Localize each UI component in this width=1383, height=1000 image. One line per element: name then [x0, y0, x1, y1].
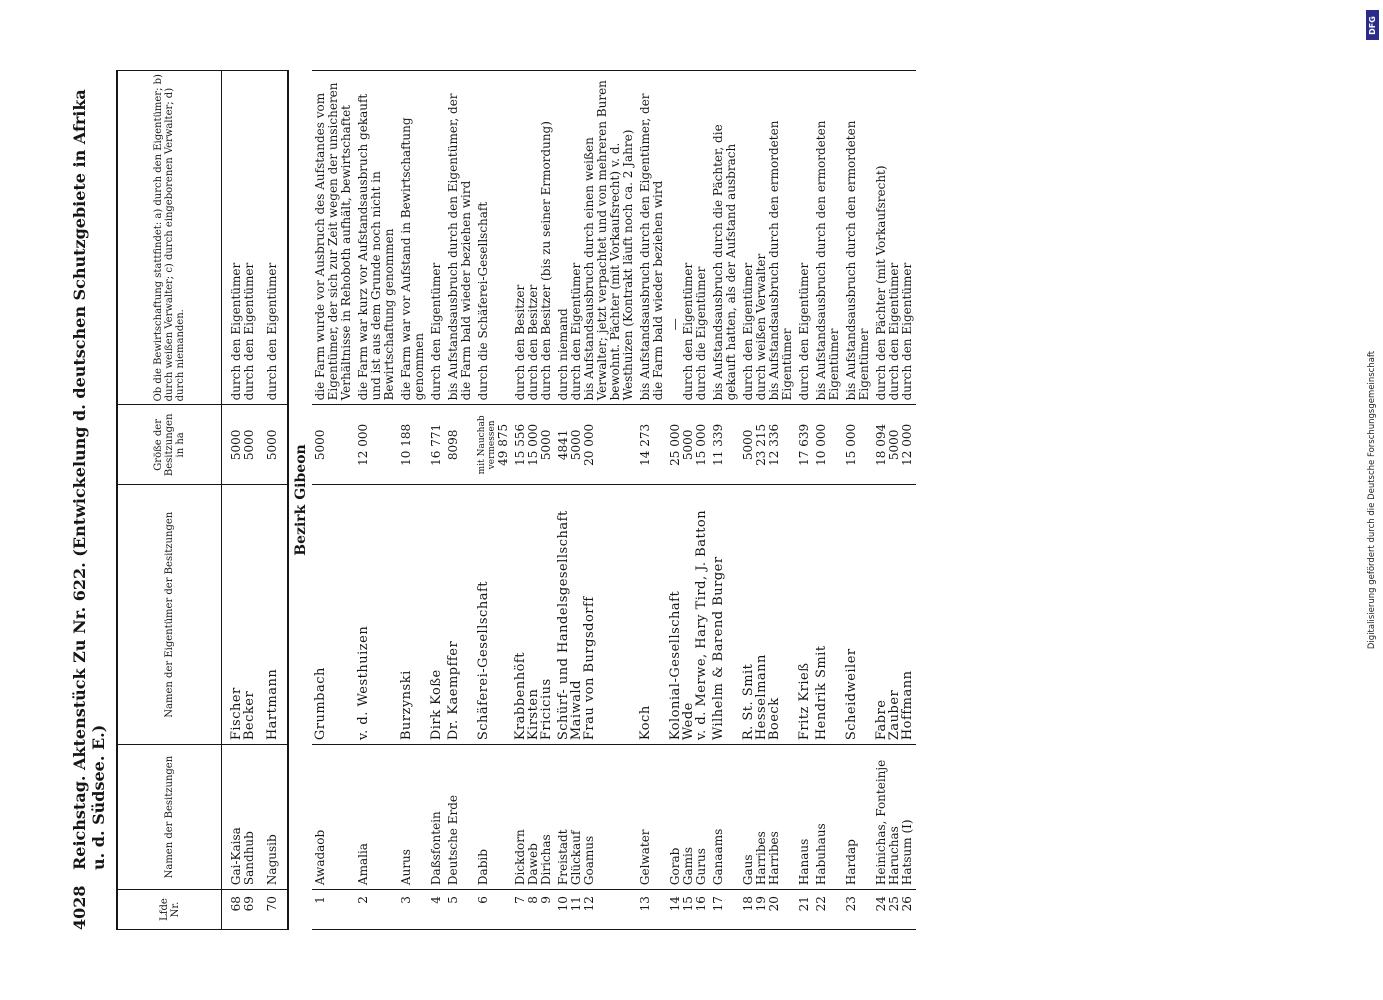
property-size: 17 639 [796, 405, 813, 485]
property-name: Daweb [526, 843, 540, 886]
property-size: 49 875 [496, 423, 510, 466]
page-title: Reichstag. Aktenstück Zu Nr. 622. (Entwickelung d. deutschen Schutzgebiete in Afrika u. d. Südsee. E.) [70, 89, 108, 870]
document-page [66, 70, 1356, 930]
property-name: Sandhub [242, 831, 256, 886]
property-size: 12 336 [767, 423, 781, 466]
owner-name: v. d. Westhuizen [355, 485, 398, 745]
owner-name: Boeck [767, 697, 782, 741]
management-text: durch den Eigentümer [741, 262, 755, 401]
property-size: 12 000 [900, 423, 914, 466]
size-note: mit Nauchab vermessen [477, 415, 497, 475]
property-name: Haruchas [887, 826, 901, 886]
row-nr: 13 [637, 890, 667, 930]
owner-name: Burzynski [398, 485, 428, 745]
owner-name: Fabre [874, 699, 889, 741]
management-text: bis Aufstandsausbruch durch den ermordeten Eigentümer [767, 120, 794, 401]
row-nr: 23 [843, 890, 873, 930]
property-name: Goamus [582, 835, 596, 886]
table-row [710, 71, 740, 930]
property-size: 5000 [741, 429, 755, 461]
row-nr: 11 [569, 896, 583, 912]
column-header-management: Ob die Bewirtschaftung stattfindet: a) durch den Eigentümer; b) durch weißen Verwalter; c) durch eingeborenen Verwalter; d) durch niemanden. [117, 71, 222, 405]
row-nr: 7 [513, 896, 527, 904]
management-text: durch den Eigentümer [258, 71, 288, 405]
property-name: Hardap [843, 745, 873, 890]
management-text: durch den Eigentümer [229, 262, 243, 401]
property-name: Habuhaus [813, 745, 843, 890]
row-nr: 22 [813, 890, 843, 930]
table-row [813, 71, 843, 930]
management-text: bis Aufstandsausbruch durch den Eigentümer, der die Farm bald wieder beziehen wird [445, 71, 475, 405]
row-nr: 24 [874, 896, 888, 912]
owner-name: Koch [637, 485, 667, 745]
owner-name: Hartmann [258, 485, 288, 745]
property-name: Hanaus [796, 745, 813, 890]
property-name: Harribes [754, 831, 768, 886]
management-text: bis Aufstandsausbruch durch einen weißen Verwalter; jetzt verpachtet und von mehreren Buren bewohnt. Pächter (mit Vorkaufsrecht) v. d. Westhuizen (Kontrakt läuft noch ca. 2 Jahre) [582, 80, 635, 401]
owner-name: Zauber [887, 689, 902, 741]
row-nr: 14 [668, 896, 682, 912]
row-nr: 8 [526, 896, 540, 904]
row-nr: 10 [556, 896, 570, 912]
table-row [667, 71, 710, 930]
management-text: die Farm war vor Aufstand in Bewirtschaftung genommen [398, 71, 428, 405]
table-row [398, 71, 428, 930]
row-nr: 70 [258, 890, 288, 930]
row-nr: 2 [355, 890, 398, 930]
owner-name: Krabbenhöft [513, 652, 528, 741]
owner-name: Wede [681, 702, 696, 741]
owner-name: Fischer [229, 687, 244, 741]
row-nr: 26 [900, 896, 914, 912]
property-size: 12 000 [355, 405, 398, 485]
property-name: Dirichas [539, 834, 553, 886]
table-row [475, 71, 512, 930]
property-size: 11 339 [710, 405, 740, 485]
property-size: 15 000 [843, 405, 873, 485]
property-name: Amalia [355, 745, 398, 890]
management-text: bis Aufstandsausbruch durch den ermordeten Eigentümer [813, 71, 843, 405]
table-row [222, 71, 259, 930]
property-name: Gurus [694, 848, 708, 886]
owner-name: Hoffmann [900, 670, 915, 741]
row-nr: 16 [694, 896, 708, 912]
table-row [445, 71, 475, 930]
property-size: 5000 [887, 429, 901, 461]
owner-name: Hesselmann [754, 654, 769, 741]
property-size: 18 094 [874, 423, 888, 466]
property-size: 5000 [258, 405, 288, 485]
property-name: Awadaob [312, 745, 355, 890]
management-text: durch den Pächter (mit Vorkaufsrecht) [874, 165, 888, 401]
management-text: durch den Eigentümer [242, 262, 256, 401]
owner-name: Becker [242, 690, 257, 741]
table-row [843, 71, 873, 930]
row-nr: 19 [754, 896, 768, 912]
property-size: 4841 [556, 429, 570, 461]
owner-name: Fritz Krieß [796, 485, 813, 745]
management-text: durch den Eigentümer [887, 262, 901, 401]
property-name: Ganaams [710, 745, 740, 890]
owner-name: Dirk Koße [428, 485, 445, 745]
owner-name: Grumbach [312, 485, 355, 745]
property-name: Gamis [681, 846, 695, 886]
table-row [258, 71, 288, 930]
property-name: Gelwater [637, 745, 667, 890]
table-row [512, 71, 555, 930]
property-name: Nagusib [258, 745, 288, 890]
property-name: Dickdorn [513, 829, 527, 886]
property-size: 8098 [445, 405, 475, 485]
row-nr: 9 [539, 896, 553, 904]
property-name: Hatsum (I) [900, 819, 914, 886]
property-size: 15 000 [526, 423, 540, 466]
district-heading-row [288, 71, 312, 930]
row-nr: 5 [445, 890, 475, 930]
table-row [555, 71, 637, 930]
management-text: die Farm wurde vor Ausbruch des Aufstandes vom Eigentümer, der sich zur Zeit wegen der unsicheren Verhältnisse in Rehoboth aufhält, bewirtschaftet [312, 71, 355, 405]
owner-name: Scheidweiler [843, 485, 873, 745]
owner-name: Schäferei-Gesellschaft [475, 485, 512, 745]
management-text: durch den Eigentümer [428, 71, 445, 405]
table-row [355, 71, 398, 930]
owner-name: Dr. Kaempffer [445, 485, 475, 745]
property-size: 25 000 [668, 423, 682, 466]
property-size: 10 188 [398, 405, 428, 485]
management-text: durch niemand [556, 308, 570, 401]
page-header [66, 70, 106, 930]
property-size: 15 000 [694, 423, 708, 466]
row-nr: 4 [428, 890, 445, 930]
property-size: 5000 [539, 429, 553, 461]
property-name: Glückauf [569, 830, 583, 886]
property-name: Harribes [767, 831, 781, 886]
row-nr: 18 [741, 896, 755, 912]
property-size: 16 771 [428, 405, 445, 485]
property-name: Deutsche Erde [445, 745, 475, 890]
management-text: durch den Besitzer [526, 284, 540, 401]
property-name: Gaus [741, 854, 755, 886]
property-size: 14 273 [637, 405, 667, 485]
owner-name: Kirsten [526, 688, 541, 741]
table-row [312, 71, 355, 930]
property-size: 5000 [242, 429, 256, 461]
owner-name: Hendrik Smit [813, 485, 843, 745]
row-nr: 6 [475, 890, 512, 930]
owner-name: R. St. Smit [741, 663, 756, 741]
property-size: 5000 [229, 429, 243, 461]
row-nr: 17 [710, 890, 740, 930]
table-row [637, 71, 667, 930]
management-text: bis Aufstandsausbruch durch den ermordeten Eigentümer [843, 71, 873, 405]
management-text: durch weißen Verwalter [754, 253, 768, 401]
property-size: 15 556 [513, 423, 527, 466]
property-name: Gorab [668, 847, 682, 886]
management-text: durch den Eigentümer [681, 262, 695, 401]
district-title: Bezirk Gibeon [293, 444, 309, 556]
owner-name: Schürf- und Handelsgesellschaft [556, 510, 571, 741]
property-size: 10 000 [813, 405, 843, 485]
row-nr: 3 [398, 890, 428, 930]
page-number: 4028 [70, 885, 89, 930]
owner-name: Wilhelm & Barend Burger [710, 485, 740, 745]
row-nr: 20 [767, 896, 781, 912]
property-name: Aurus [398, 745, 428, 890]
owner-name: Maiwald [569, 680, 584, 741]
row-nr: 1 [312, 890, 355, 930]
management-text: die Farm war kurz vor Aufstandsausbruch gekauft und ist aus dem Grunde noch nicht in Bewirtschaftung genommen [355, 71, 398, 405]
owner-name: Kolonial-Gesellschaft [668, 590, 683, 741]
table-row [796, 71, 813, 930]
property-name: Daßsfontein [428, 745, 445, 890]
management-text: — [668, 318, 682, 331]
management-text: durch den Eigentümer [900, 262, 914, 401]
management-text: durch den Eigentümer [796, 71, 813, 405]
dfg-logo: DFG [1366, 10, 1379, 40]
property-name: Dabib [475, 745, 512, 890]
owner-name: v. d. Merwe, Hary Tird, J. Batton [694, 509, 709, 741]
property-size: 20 000 [582, 423, 596, 466]
management-text: bis Aufstandsausbruch durch die Pächter, die gekauft hatten, als der Aufstand ausbrach [710, 71, 740, 405]
table-row [428, 71, 445, 930]
column-header-nr: Lfde Nr. [117, 890, 222, 930]
column-header-property: Namen der Besitzungen [117, 745, 222, 890]
table-header-row [117, 71, 222, 930]
property-name: Freistadt [556, 829, 570, 886]
row-nr: 21 [796, 890, 813, 930]
row-nr: 68 [229, 896, 243, 912]
row-nr: 69 [242, 896, 256, 912]
table-row [873, 71, 916, 930]
management-text: durch die Schäferei-Gesellschaft [475, 71, 512, 405]
management-text: durch die Eigentümer [694, 266, 708, 401]
row-nr: 12 [582, 896, 596, 912]
management-text: durch den Besitzer [513, 284, 527, 401]
table-row [740, 71, 796, 930]
management-text: bis Aufstandsausbruch durch den Eigentümer, der die Farm bald wieder beziehen wird [637, 71, 667, 405]
owner-name: Frau von Burgsdorff [582, 596, 597, 741]
row-nr: 15 [681, 896, 695, 912]
column-header-owners: Namen der Eigentümer der Besitzungen [117, 485, 222, 745]
property-size: 23 215 [754, 423, 768, 466]
row-nr: 25 [887, 896, 901, 912]
property-size: 5000 [569, 429, 583, 461]
management-text: durch den Eigentümer [569, 262, 583, 401]
column-header-size: Größe der Besitzungen in ha [117, 405, 222, 485]
property-size: 5000 [312, 405, 355, 485]
property-name: Heinichas, Fonteinje [874, 759, 888, 886]
property-size: 5000 [681, 429, 695, 461]
management-text: durch den Besitzer (bis zu seiner Ermordung) [539, 121, 553, 401]
property-name: Gai-Kaisa [229, 827, 243, 886]
properties-table [116, 70, 916, 930]
owner-name: Fricicius [539, 678, 554, 741]
